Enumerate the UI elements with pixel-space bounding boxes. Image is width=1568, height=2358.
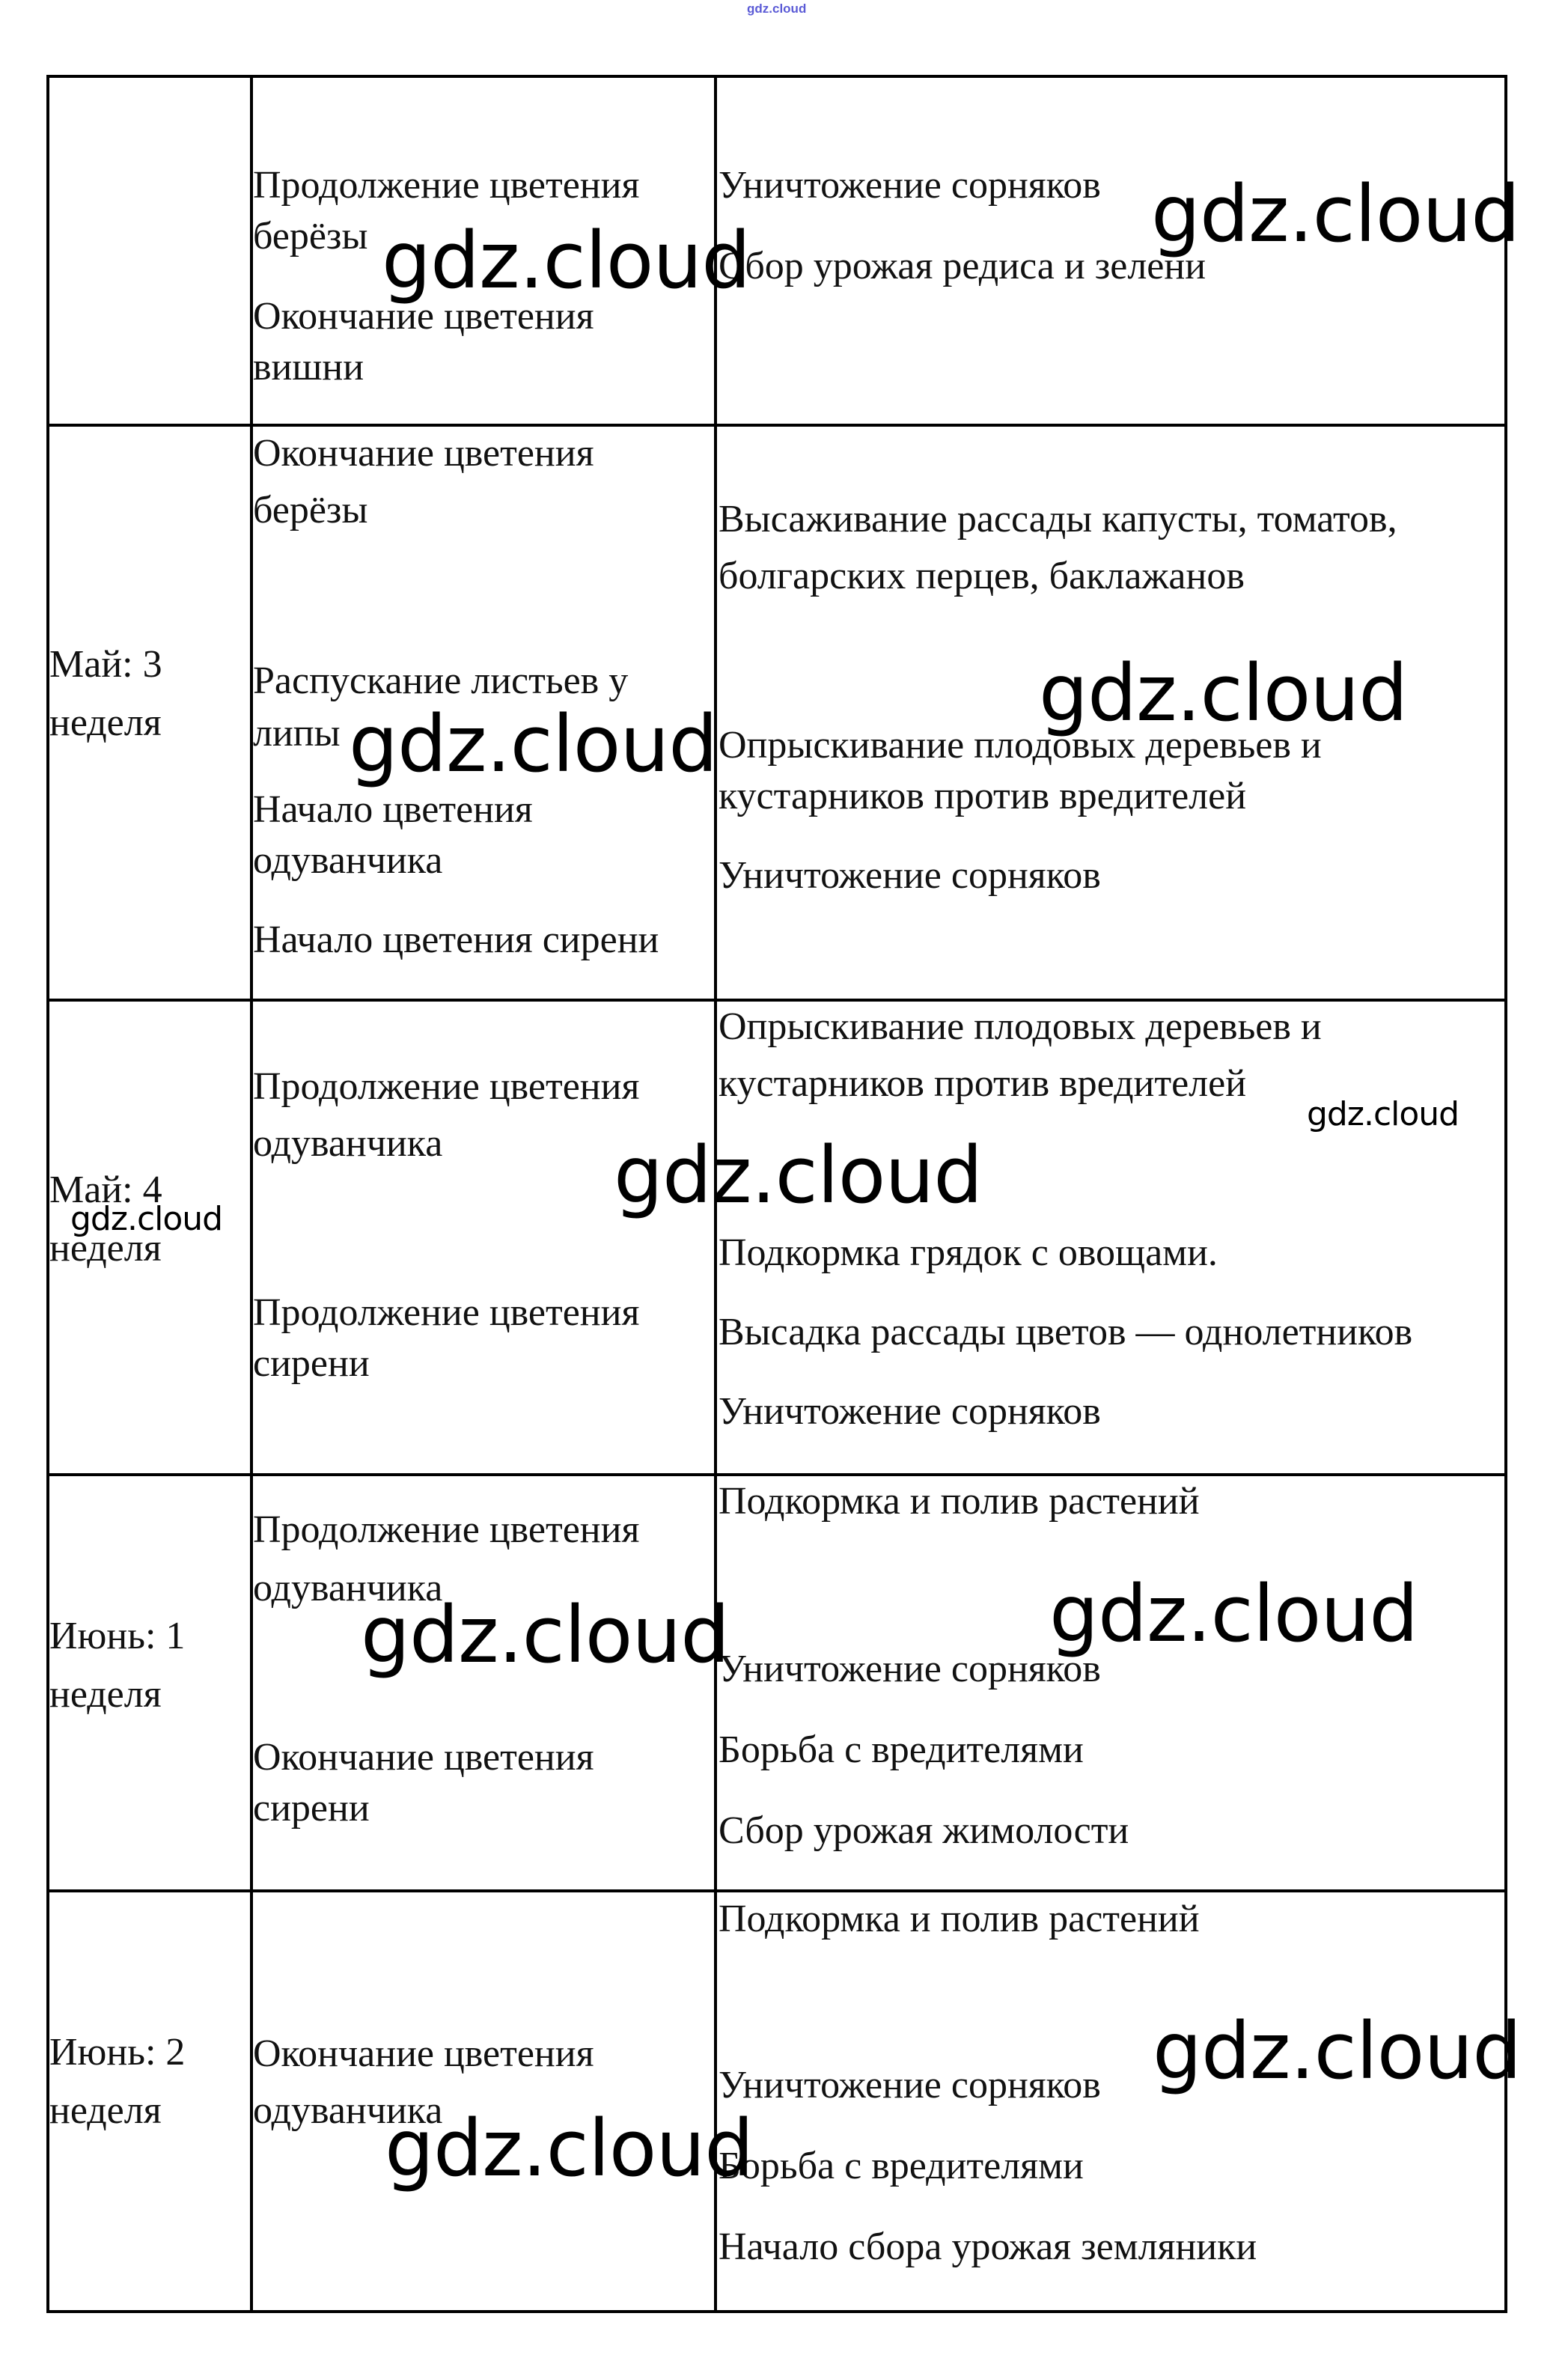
work-text: Сбор урожая редиса и зелени bbox=[719, 245, 1206, 287]
watermark: gdz.cloud bbox=[1153, 2005, 1522, 2097]
work-text: Уничтожение сорняков bbox=[719, 854, 1101, 897]
watermark: gdz.cloud bbox=[614, 1130, 983, 1221]
work-text: Высадка рассады цветов — однолетников bbox=[719, 1311, 1413, 1353]
work-text: Сбор урожая жимолости bbox=[719, 1809, 1129, 1852]
nature-text: Продолжение цветения bbox=[253, 1065, 640, 1108]
nature-text: сирени bbox=[253, 1787, 370, 1830]
work-text: Начало сбора урожая земляники bbox=[719, 2226, 1257, 2268]
work-text: Уничтожение сорняков bbox=[719, 164, 1101, 207]
period-text: неделя bbox=[49, 2089, 162, 2132]
work-text: Борьба с вредителями bbox=[719, 2145, 1084, 2187]
nature-text: Продолжение цветения bbox=[253, 1508, 640, 1551]
watermark: gdz.cloud bbox=[382, 215, 751, 306]
nature-text: Окончание цветения bbox=[253, 2032, 594, 2075]
watermark: gdz.cloud bbox=[1039, 648, 1408, 739]
work-text: кустарников против вредителей bbox=[719, 1062, 1247, 1105]
nature-text: одуванчика bbox=[253, 1122, 443, 1165]
nature-text: одуванчика bbox=[253, 2089, 443, 2132]
watermark: gdz.cloud bbox=[361, 1589, 730, 1681]
work-text: болгарских перцев, баклажанов bbox=[719, 555, 1245, 597]
watermark-top: gdz.cloud bbox=[747, 1, 807, 16]
period-text: Май: 4 bbox=[49, 1169, 162, 1211]
period-text: неделя bbox=[49, 1673, 162, 1716]
nature-text: сирени bbox=[253, 1342, 370, 1385]
work-text: Подкормка и полив растений bbox=[719, 1898, 1200, 1940]
nature-text: Продолжение цветения bbox=[253, 1291, 640, 1334]
watermark: gdz.cloud bbox=[385, 2103, 754, 2194]
nature-text: Начало цветения bbox=[253, 788, 533, 831]
work-text: Опрыскивание плодовых деревьев и bbox=[719, 724, 1322, 767]
work-text: Подкормка и полив растений bbox=[719, 1480, 1200, 1523]
period-text: Июнь: 2 bbox=[49, 2031, 186, 2074]
work-text: Опрыскивание плодовых деревьев и bbox=[719, 1005, 1322, 1048]
nature-text: Продолжение цветения bbox=[253, 164, 640, 207]
nature-text: Окончание цветения bbox=[253, 295, 594, 338]
work-text: кустарников против вредителей bbox=[719, 775, 1247, 817]
period-text: Май: 3 bbox=[49, 643, 162, 686]
nature-text: берёзы bbox=[253, 215, 368, 258]
nature-text: Начало цветения сирени bbox=[253, 918, 659, 961]
nature-text: одуванчика bbox=[253, 1567, 443, 1609]
watermark: gdz.cloud bbox=[70, 1200, 223, 1238]
watermark: gdz.cloud bbox=[1049, 1568, 1418, 1660]
nature-text: Распускание листьев у bbox=[253, 659, 629, 702]
nature-text: берёзы bbox=[253, 489, 368, 531]
work-text: Уничтожение сорняков bbox=[719, 1390, 1101, 1433]
period-text: Июнь: 1 bbox=[49, 1615, 186, 1657]
work-text: Борьба с вредителями bbox=[719, 1728, 1084, 1771]
watermark: gdz.cloud bbox=[1307, 1095, 1459, 1133]
period-text: неделя bbox=[49, 1227, 162, 1270]
nature-text: Окончание цветения bbox=[253, 1736, 594, 1779]
nature-text: одуванчика bbox=[253, 839, 443, 882]
watermark: gdz.cloud bbox=[349, 698, 718, 790]
nature-text: вишни bbox=[253, 346, 364, 389]
table-cell-period bbox=[46, 75, 250, 424]
nature-text: липы bbox=[253, 712, 341, 755]
work-text: Подкормка грядок с овощами. bbox=[719, 1231, 1218, 1274]
nature-text: Окончание цветения bbox=[253, 432, 594, 475]
period-text: неделя bbox=[49, 701, 162, 744]
work-text: Высаживание рассады капусты, томатов, bbox=[719, 498, 1397, 540]
work-text: Уничтожение сорняков bbox=[719, 1648, 1101, 1690]
watermark: gdz.cloud bbox=[1151, 168, 1520, 260]
work-text: Уничтожение сорняков bbox=[719, 2064, 1101, 2106]
